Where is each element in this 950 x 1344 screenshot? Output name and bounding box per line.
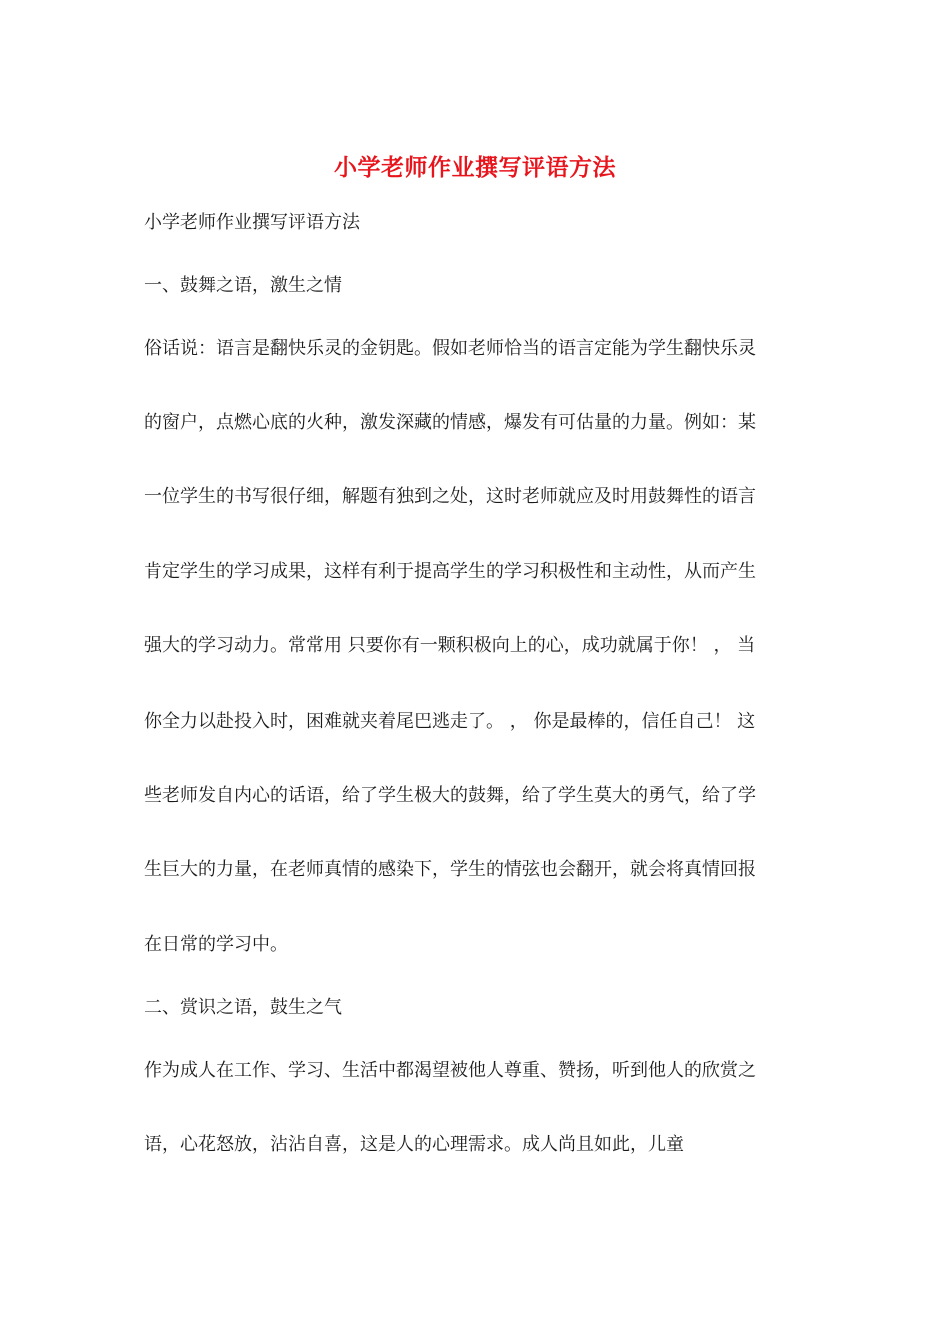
paragraph-line: 你全力以赴投入时，困难就夹着尾巴逃走了。 ， 你是最棒的，信任自己！ 这 (144, 711, 756, 732)
paragraph-line: 生巨大的力量，在老师真情的感染下，学生的情弦也会翻开，就会将真情回报 (144, 859, 756, 880)
paragraph-line: 在日常的学习中。 (144, 934, 288, 955)
paragraph-line: 作为成人在工作、学习、生活中都渴望被他人尊重、赞扬，听到他人的欣赏之 (144, 1060, 756, 1081)
paragraph-line: 些老师发自内心的话语，给了学生极大的鼓舞，给了学生莫大的勇气，给了学 (144, 785, 756, 806)
section-heading-1: 一、鼓舞之语，激生之情 (144, 275, 342, 296)
paragraph-line: 肯定学生的学习成果，这样有利于提高学生的学习积极性和主动性，从而产生 (144, 561, 756, 582)
paragraph-line: 语，心花怒放，沾沾自喜，这是人的心理需求。成人尚且如此，儿童 (144, 1134, 684, 1155)
paragraph-line: 俗话说：语言是翻快乐灵的金钥匙。假如老师恰当的语言定能为学生翻快乐灵 (144, 338, 756, 359)
paragraph-line: 强大的学习动力。常常用 只要你有一颗积极向上的心，成功就属于你！ ， 当 (144, 635, 756, 656)
document-title: 小学老师作业撰写评语方法 (334, 154, 616, 181)
section-heading-2: 二、赏识之语，鼓生之气 (144, 997, 342, 1018)
paragraph-line: 一位学生的书写很仔细，解题有独到之处，这时老师就应及时用鼓舞性的语言 (144, 486, 756, 507)
subtitle-line: 小学老师作业撰写评语方法 (144, 212, 360, 233)
paragraph-line: 的窗户，点燃心底的火种，激发深藏的情感，爆发有可估量的力量。例如：某 (144, 412, 756, 433)
